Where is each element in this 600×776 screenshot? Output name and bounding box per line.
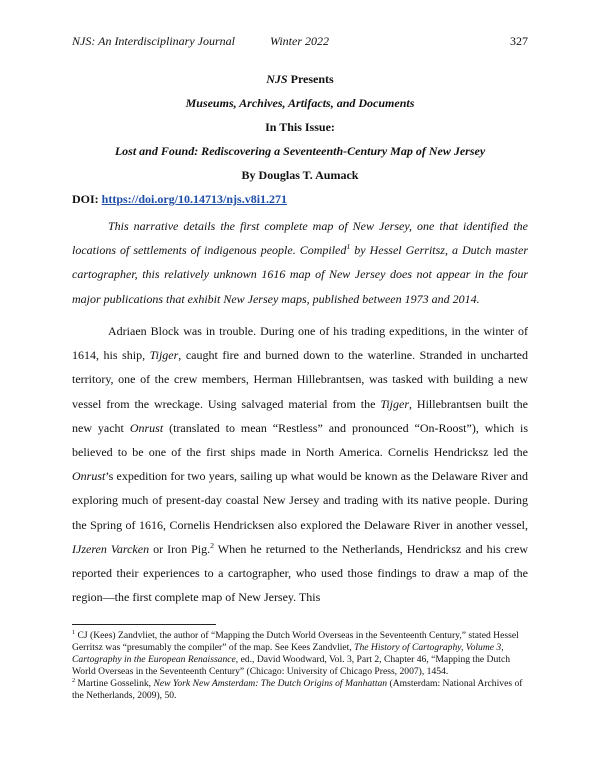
journal-name: NJS: An Interdisciplinary Journal <box>72 34 235 48</box>
footnote-2-book-title: New York New Amsterdam: The Dutch Origins of Manhattan <box>153 678 388 689</box>
narrative-text: ’s expedition for two years, sailing up what would be known as the Delaware River and exploring much of present-day coastal New Jersey and trading with its native people. During the Spring of 1616, Cornelis Hendricksen also explored the Delaware River in another vessel, <box>72 469 528 532</box>
ship-name: Tijger <box>380 396 409 411</box>
narrative-text: (translated to mean “Restless” and pronounced “On-Roost”), which is believed to be one of the first ships made in North America. Cornelis Hendricksz led the <box>72 420 529 460</box>
in-this-issue: In This Issue: <box>265 120 335 134</box>
ship-name: Onrust <box>129 420 164 435</box>
doi-link[interactable]: https://doi.org/10.14713/njs.v8i1.271 <box>101 192 288 206</box>
presents-word: Presents <box>287 72 334 86</box>
footnote-2 <box>72 678 528 702</box>
footnote-1-text-end: , ed., David Woodward, Vol. 3, Part 2, Chapter 46, “Mapping the Dutch World Overseas in the Seventeenth Century” (Chicago: University of Chicago Press, 2007), 1454. <box>72 654 511 677</box>
ship-name: Onrust <box>72 469 106 484</box>
footnote-1-text: CJ (Kees) Zandvliet, the author of “Mapping the Dutch World Overseas in the Seventeenth Century,” stated Hessel Gerritsz was “presumably the compiler” of the map. See Kees Zandvliet, <box>72 630 519 653</box>
abstract-text-2: by Hessel Gerritsz, a Dutch master cartographer, this relatively unknown 1616 map of New Jersey does not appear in the four major publications that exhibit New Jersey maps, published between 1973 and 2014. <box>72 243 528 306</box>
footnote-1 <box>72 630 528 678</box>
abstract-text-1: This narrative details the first complete map of New Jersey, one that identified the locations of settlements of indigenous people. Compiled <box>72 219 528 258</box>
page-number: 327 <box>510 34 528 48</box>
footnote-2-text-end: (Amsterdam: National Archives of the Netherlands, 2009), 50. <box>72 678 523 701</box>
narrative-text: Adriaen Block was in trouble. During one of his trading expeditions, in the winter of 1614, his ship, <box>72 324 528 363</box>
issue-label: Winter 2022 <box>270 34 329 48</box>
doi-line <box>72 192 287 207</box>
footnote-ref-2[interactable]: 2 <box>210 540 214 550</box>
ship-name: Tijger <box>149 348 179 363</box>
footnote-ref-1[interactable]: 1 <box>346 242 351 252</box>
doi-label: DOI: <box>72 192 102 206</box>
narrative-text: or Iron Pig. <box>149 541 211 556</box>
ship-name: IJzeren Varcken <box>72 541 150 556</box>
section-title: Museums, Archives, Artifacts, and Documents <box>185 96 415 110</box>
author-byline: By Douglas T. Aumack <box>241 168 359 182</box>
narrative-body <box>72 319 528 609</box>
footnote-1-marker: 1 <box>72 628 76 636</box>
footnote-2-marker: 2 <box>72 676 76 684</box>
abstract-paragraph <box>72 214 528 311</box>
narrative-text: , caught fire and burned down to the waterline. Stranded in uncharted territory, one of the crew members, Herman Hillebrantsen, was tasked with building a new vessel from the wreckage. Using salvaged material from the <box>72 348 529 411</box>
footnote-2-text: Martine Gosselink, <box>75 678 154 689</box>
narrative-text: When he returned to the Netherlands, Hendricksz and his crew reported their experiences to a cartographer, who used those findings to draw a map of the region—the first complete map of New Jersey. This <box>72 541 528 605</box>
running-header <box>72 34 528 50</box>
narrative-text: , Hillebrantsen built the new yacht <box>72 396 529 435</box>
article-title: Lost and Found: Rediscovering a Seventeenth-Century Map of New Jersey <box>114 144 486 158</box>
footnote-divider <box>72 624 216 625</box>
abstract <box>72 214 528 311</box>
presents-line <box>72 72 528 87</box>
footnote-1-book-title: The History of Cartography, Volume 3, Cartography in the European Renaissance <box>72 642 504 665</box>
narrative-paragraph <box>72 319 528 609</box>
presents-journal-abbrev: NJS <box>266 72 288 86</box>
footnotes <box>72 630 528 702</box>
